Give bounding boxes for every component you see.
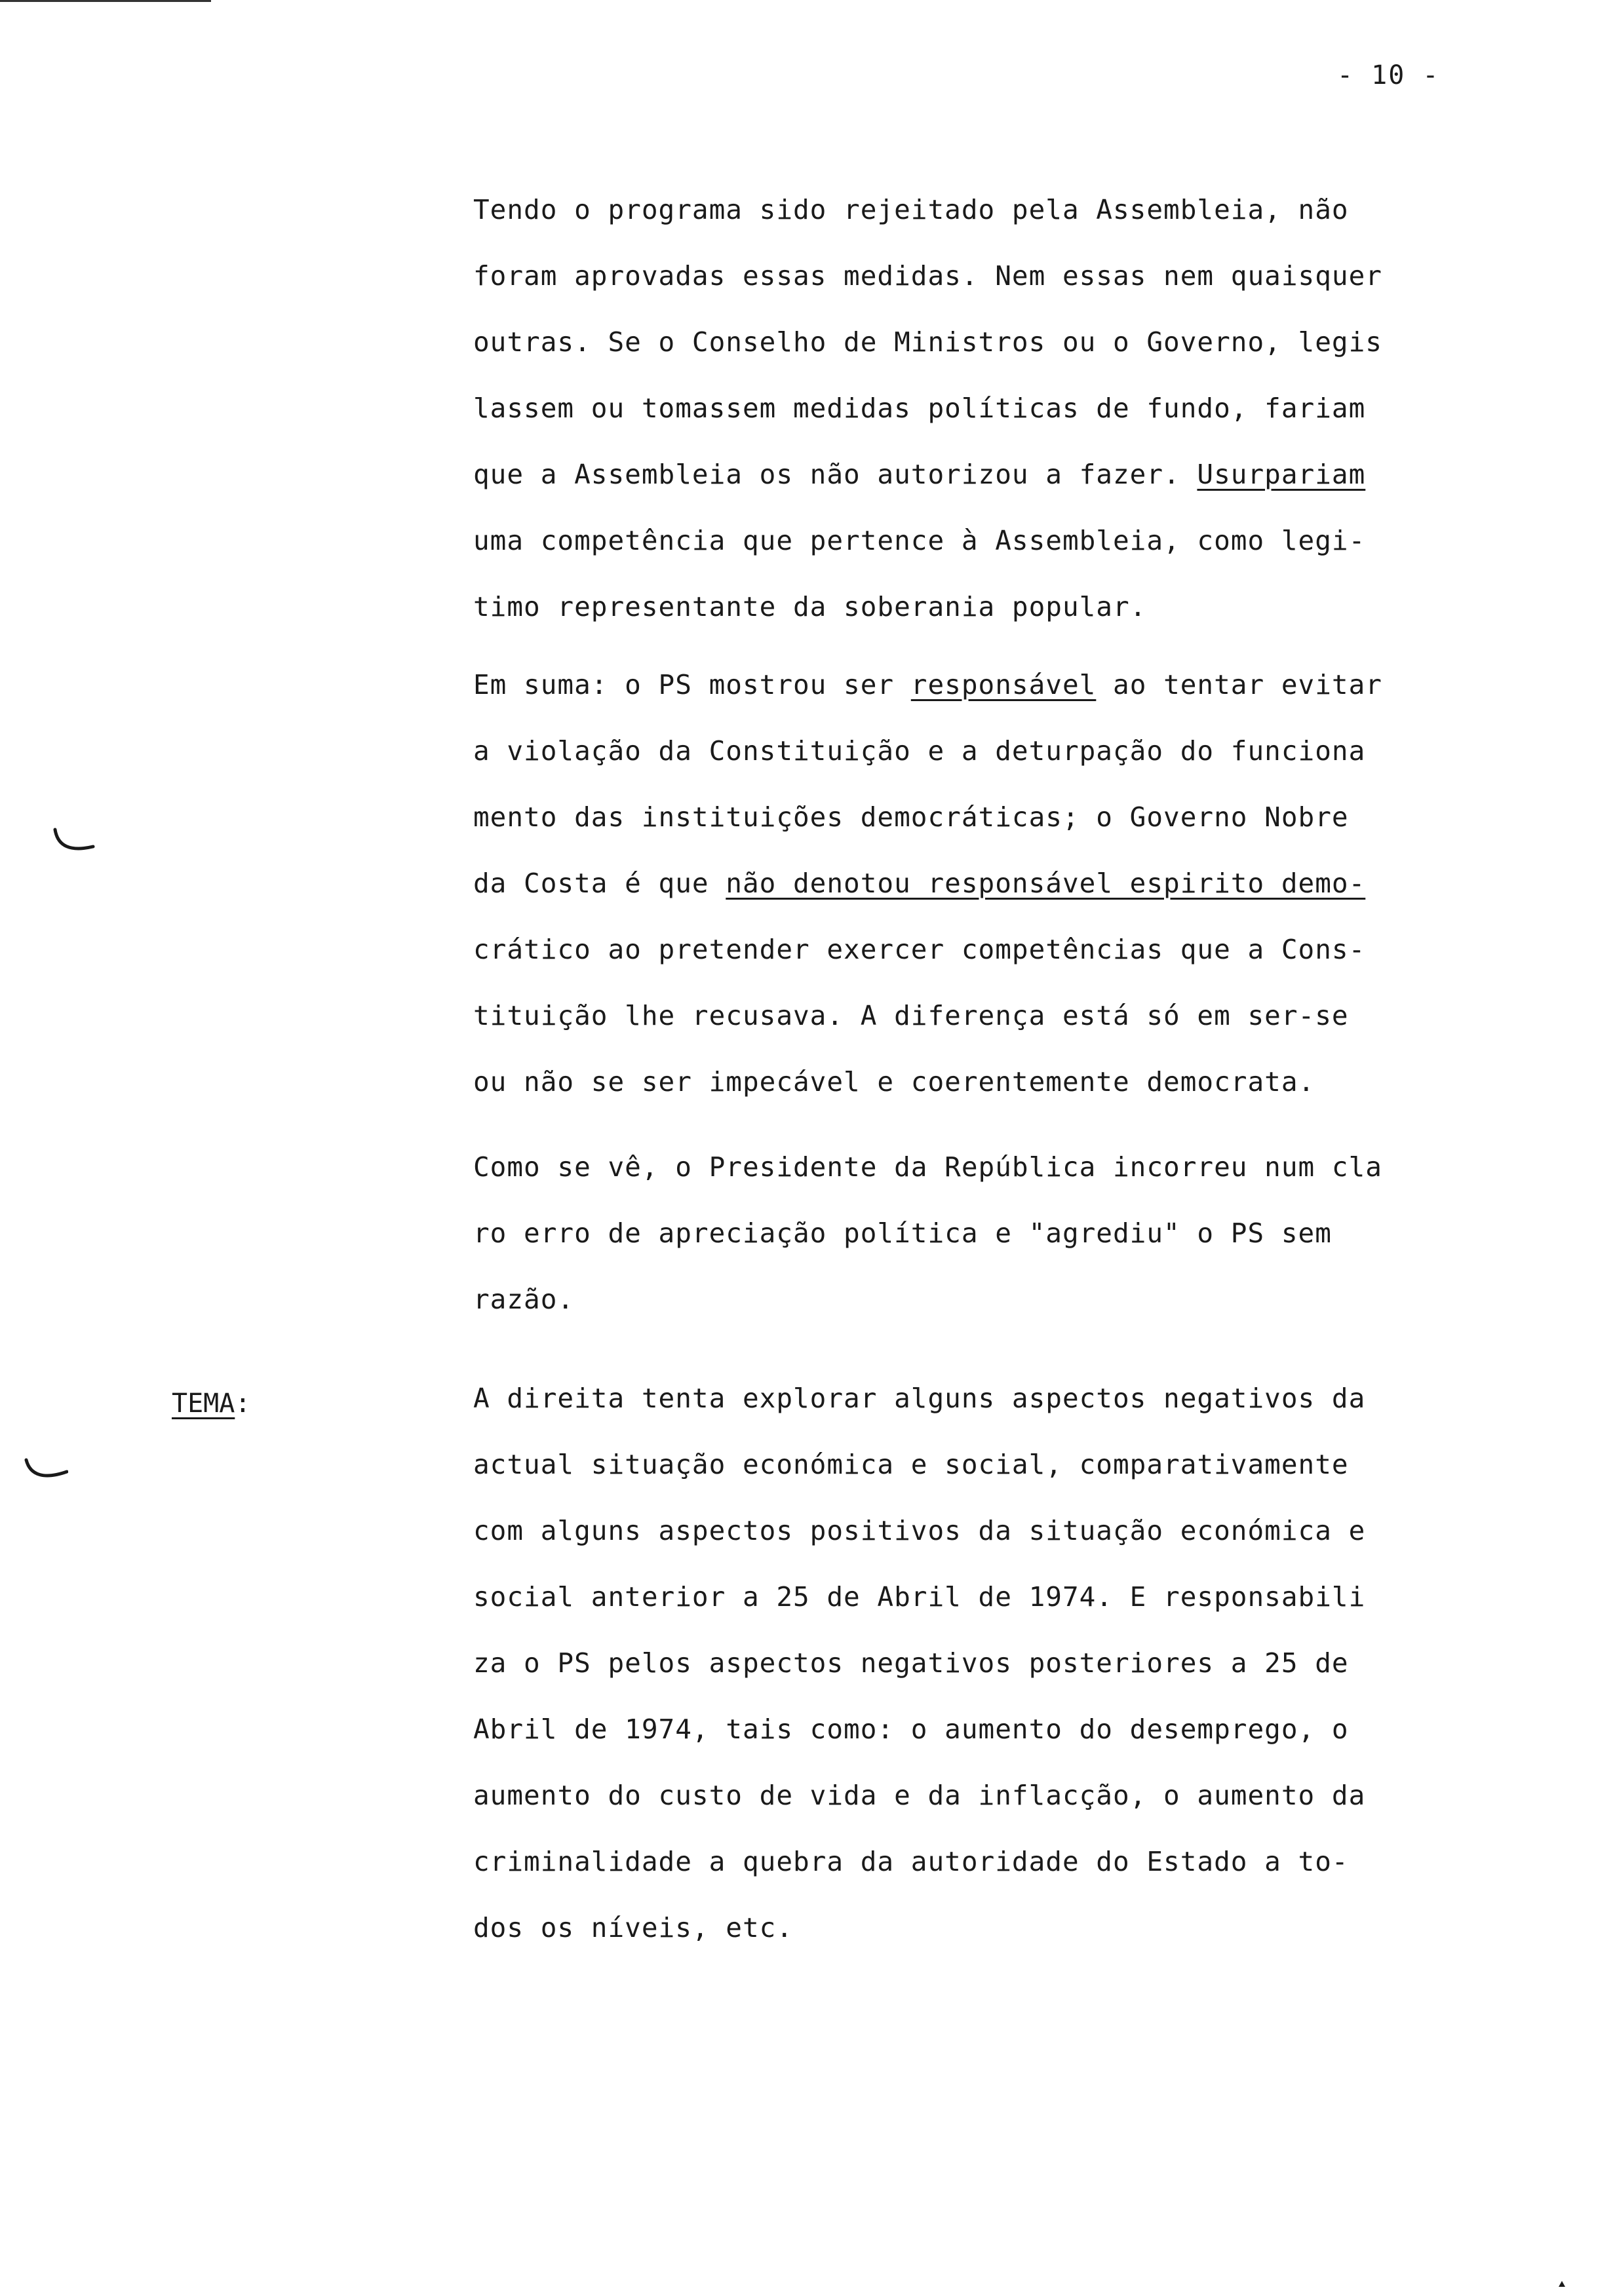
text-line: com alguns aspectos positivos da situação económica e xyxy=(473,1515,1366,1546)
text-line: actual situação económica e social, comparativamente xyxy=(473,1449,1349,1480)
text-line: ro erro de apreciação política e "agrediu" o PS sem xyxy=(473,1217,1332,1249)
text-line: tituição lhe recusava. A diferença está só em ser-se xyxy=(473,1000,1349,1031)
text-line: lassem ou tomassem medidas políticas de fundo, fariam xyxy=(473,392,1366,424)
text-line: timo representante da soberania popular. xyxy=(473,591,1147,622)
text-line: social anterior a 25 de Abril de 1974. E responsabili xyxy=(473,1581,1366,1613)
text-line: ou não se ser impecável e coerentemente democrata. xyxy=(473,1066,1315,1098)
text-line: Como se vê, o Presidente da República incorreu num cla xyxy=(473,1151,1382,1183)
text-line: uma competência que pertence à Assembleia, como legi- xyxy=(473,525,1366,556)
tema-label xyxy=(172,1371,250,1437)
text-line: a violação da Constituição e a deturpação do funciona xyxy=(473,735,1366,767)
text-line: aumento do custo de vida e da inflacção, o aumento da xyxy=(473,1780,1366,1811)
margin-hook-mark-icon xyxy=(22,1456,68,1489)
tema-label-colon: : xyxy=(235,1388,251,1419)
text-line xyxy=(473,442,1548,508)
text-line: razão. xyxy=(473,1284,575,1315)
tema-paragraph xyxy=(473,1366,1548,1961)
paragraph-3 xyxy=(473,1134,1548,1333)
text-line: foram aprovadas essas medidas. Nem essas nem quaisquer xyxy=(473,260,1382,292)
page-number: - 10 - xyxy=(1337,60,1440,90)
underlined-word: Usurpariam xyxy=(1197,459,1366,490)
text-line xyxy=(473,851,1548,917)
underlined-word: responsável xyxy=(910,669,1097,700)
underlined-phrase: não denotou responsável espirito demo- xyxy=(726,868,1366,899)
text-segment: da Costa é que xyxy=(473,868,726,899)
paragraph-2 xyxy=(473,652,1548,1115)
text-line: criminalidade a quebra da autoridade do Estado a to- xyxy=(473,1846,1349,1877)
text-line: crático ao pretender exercer competências que a Cons- xyxy=(473,934,1366,965)
text-line: Abril de 1974, tais como: o aumento do desemprego, o xyxy=(473,1713,1349,1745)
text-line: dos os níveis, etc. xyxy=(473,1912,793,1943)
ink-speck-icon xyxy=(1557,2279,1566,2288)
text-segment: que a Assembleia os não autorizou a fazer. xyxy=(473,459,1197,490)
text-line: outras. Se o Conselho de Ministros ou o Governo, legis xyxy=(473,326,1382,358)
top-edge-rule xyxy=(0,0,211,2)
text-line: za o PS pelos aspectos negativos posteriores a 25 de xyxy=(473,1647,1349,1679)
tema-label-text: TEMA xyxy=(172,1388,235,1419)
text-segment: Em suma: o PS mostrou ser xyxy=(473,669,911,700)
text-line: Tendo o programa sido rejeitado pela Assembleia, não xyxy=(473,194,1349,225)
margin-hook-mark-icon xyxy=(51,827,97,860)
text-line: A direita tenta explorar alguns aspectos negativos da xyxy=(473,1383,1366,1414)
text-line: mento das instituições democráticas; o Governo Nobre xyxy=(473,801,1349,833)
paragraph-1 xyxy=(473,177,1548,640)
text-segment: ao tentar evitar xyxy=(1096,669,1382,700)
text-line xyxy=(473,652,1548,718)
